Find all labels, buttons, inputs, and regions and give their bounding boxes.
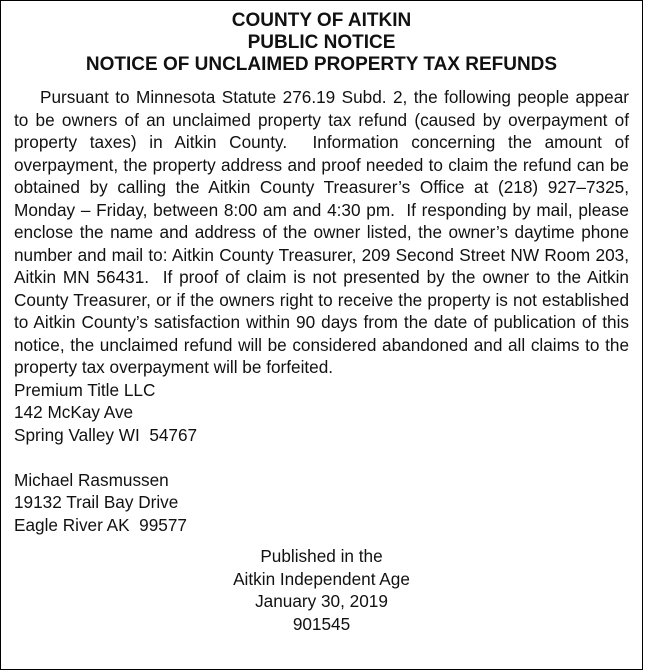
county-heading: COUNTY OF AITKIN [231,10,412,31]
owner-list [14,379,629,537]
owner-entry [14,469,629,537]
notice-header [1,1,642,76]
notice-paragraph: Pursuant to Minnesota Statute 276.19 Subd. 2, the following people appear to be owners of an unclaimed property tax refund (caused by overpayment of property taxes) in Aitkin County. Information concerning the amount of overpayment, the property address and proof needed to claim the refund can be obtained by calling the Aitkin County Treasurer’s Office at (218) 927–7325, Monday – Friday, between 8:00 am and 4:30 pm. If responding by mail, please enclose the name and address of the owner listed, the owner’s daytime phone number and mail to: Aitkin County Treasurer, 209 Second Street NW Room 203, Aitkin MN 56431. If proof of claim is not presented by the owner to the Aitkin County Treasurer, or if the owners right to receive the property is not established to Aitkin County’s satisfaction within 90 days from the date of publication of this notice, the unclaimed refund will be considered abandoned and all claims to the property tax overpayment will be forfeited. [14,87,629,377]
publication-date: January 30, 2019 [255,591,388,611]
owner-name: Michael Rasmussen [14,469,169,490]
publication-id: 901545 [292,613,351,634]
owner-city-state-zip: Eagle River AK 99577 [14,514,187,535]
owner-street: 142 McKay Ave [14,402,134,422]
notice-title: NOTICE OF UNCLAIMED PROPERTY TAX REFUNDS [85,54,558,75]
owner-entry [14,379,629,447]
notice-type-heading: PUBLIC NOTICE [247,32,396,53]
publication-name: Aitkin Independent Age [233,568,410,589]
notice-body [14,86,629,379]
owner-street: 19132 Trail Bay Drive [14,492,179,512]
published-in-label: Published in the [260,546,383,566]
owner-city-state-zip: Spring Valley WI 54767 [14,424,198,445]
publication-info [1,545,642,635]
owner-name: Premium Title LLC [14,379,156,400]
